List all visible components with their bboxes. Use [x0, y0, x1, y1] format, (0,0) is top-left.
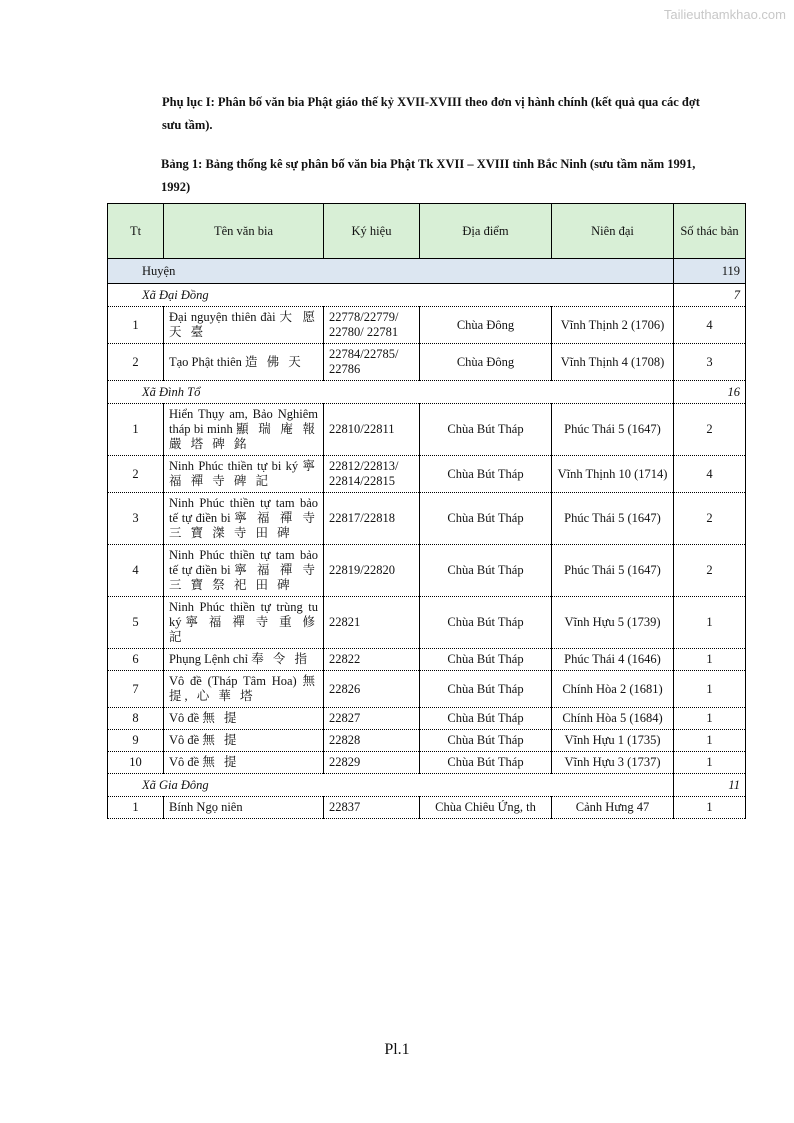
- stele-table: [107, 203, 746, 819]
- col-header-nien-dai: Niên đại: [552, 204, 674, 259]
- cell-dia-diem: Chùa Bút Tháp: [420, 545, 552, 597]
- cell-nien-dai: Chính Hòa 2 (1681): [552, 671, 674, 708]
- cell-ten-van-bia: [164, 493, 324, 545]
- stele-han-name: 造 佛 天: [245, 354, 304, 369]
- cell-dia-diem: Chùa Bút Tháp: [420, 456, 552, 493]
- stele-name: Bính Ngọ niên: [169, 800, 243, 814]
- cell-nien-dai: Vĩnh Thịnh 4 (1708): [552, 344, 674, 381]
- table-body: [108, 259, 746, 819]
- commune-row: [108, 381, 746, 404]
- cell-tt: 3: [108, 493, 164, 545]
- table-row: [108, 404, 746, 456]
- commune-name: Xã Đại Đồng: [108, 284, 674, 307]
- cell-ten-van-bia: [164, 649, 324, 671]
- cell-ky-hieu: 22837: [324, 797, 420, 819]
- cell-so-thac-ban: 1: [674, 797, 746, 819]
- cell-tt: 10: [108, 752, 164, 774]
- cell-ky-hieu: 22827: [324, 708, 420, 730]
- page-number: Pl.1: [384, 1041, 410, 1058]
- cell-dia-diem: Chùa Bút Tháp: [420, 493, 552, 545]
- cell-so-thac-ban: 1: [674, 649, 746, 671]
- cell-ten-van-bia: [164, 597, 324, 649]
- table-row: [108, 730, 746, 752]
- cell-dia-diem: Chùa Đông: [420, 307, 552, 344]
- col-header-so-thac-ban: Số thác bản: [674, 204, 746, 259]
- commune-total: 16: [674, 381, 746, 404]
- commune-row: [108, 774, 746, 797]
- cell-ten-van-bia: [164, 708, 324, 730]
- stele-name: Vô đề: [169, 711, 200, 725]
- cell-tt: 2: [108, 344, 164, 381]
- cell-ky-hieu: 22828: [324, 730, 420, 752]
- cell-so-thac-ban: 1: [674, 730, 746, 752]
- stele-han-name: 奉 令 指: [251, 652, 311, 666]
- cell-ky-hieu: 22817/22818: [324, 493, 420, 545]
- cell-ky-hieu: 22826: [324, 671, 420, 708]
- stele-name: Ninh Phúc thiền tự tam bảo tế tự điền bi: [169, 496, 318, 525]
- watermark: Tailieuthamkhao.com: [663, 7, 786, 22]
- cell-ky-hieu: 22784/22785/ 22786: [324, 344, 420, 381]
- cell-tt: 6: [108, 649, 164, 671]
- stele-name: Hiển Thụy am, Bảo Nghiêm tháp bi minh: [169, 407, 318, 436]
- cell-tt: 1: [108, 797, 164, 819]
- cell-ky-hieu: 22778/22779/ 22780/ 22781: [324, 307, 420, 344]
- huyen-label: Huyện: [108, 259, 674, 284]
- cell-nien-dai: Phúc Thái 5 (1647): [552, 493, 674, 545]
- table-row: [108, 493, 746, 545]
- stele-han-name: 寧 福 禪 寺 碑 記: [169, 459, 319, 488]
- table-row: [108, 797, 746, 819]
- cell-dia-diem: Chùa Bút Tháp: [420, 730, 552, 752]
- cell-so-thac-ban: 1: [674, 752, 746, 774]
- col-header-ten: Tên văn bia: [164, 204, 324, 259]
- cell-tt: 8: [108, 708, 164, 730]
- cell-ten-van-bia: [164, 456, 324, 493]
- cell-dia-diem: Chùa Bút Tháp: [420, 649, 552, 671]
- cell-nien-dai: Vĩnh Thịnh 10 (1714): [552, 456, 674, 493]
- cell-tt: 1: [108, 404, 164, 456]
- commune-name: Xã Đình Tổ: [108, 381, 674, 404]
- stele-han-name: 寧 福 禪 寺 三 寶 祭 祀 田 碑: [169, 563, 318, 592]
- cell-so-thac-ban: 1: [674, 597, 746, 649]
- cell-tt: 9: [108, 730, 164, 752]
- cell-nien-dai: Cảnh Hưng 47: [552, 797, 674, 819]
- stele-name: Ninh Phúc thiền tự bi ký: [169, 459, 299, 473]
- cell-dia-diem: Chùa Bút Tháp: [420, 752, 552, 774]
- col-header-dia-diem: Địa điểm: [420, 204, 552, 259]
- table-row: [108, 671, 746, 708]
- huyen-total: 119: [674, 259, 746, 284]
- col-header-ky-hieu: Ký hiệu: [324, 204, 420, 259]
- cell-ky-hieu: 22810/22811: [324, 404, 420, 456]
- stele-name: Vô đề: [169, 755, 200, 769]
- cell-so-thac-ban: 3: [674, 344, 746, 381]
- cell-tt: 1: [108, 307, 164, 344]
- cell-ky-hieu: 22819/22820: [324, 545, 420, 597]
- cell-tt: 2: [108, 456, 164, 493]
- table-row: [108, 752, 746, 774]
- table-row: [108, 545, 746, 597]
- cell-so-thac-ban: 4: [674, 456, 746, 493]
- table-header-row: [108, 204, 746, 259]
- commune-total: 7: [674, 284, 746, 307]
- stele-name: Ninh Phúc thiền tự trùng tu ký: [169, 600, 318, 629]
- cell-dia-diem: Chùa Bút Tháp: [420, 404, 552, 456]
- table-row: [108, 708, 746, 730]
- cell-ky-hieu: 22822: [324, 649, 420, 671]
- cell-so-thac-ban: 2: [674, 545, 746, 597]
- stele-name: Đại nguyện thiên đài: [169, 310, 276, 324]
- cell-ten-van-bia: [164, 545, 324, 597]
- cell-ky-hieu: 22821: [324, 597, 420, 649]
- cell-ky-hieu: 22829: [324, 752, 420, 774]
- cell-tt: 7: [108, 671, 164, 708]
- cell-dia-diem: Chùa Chiêu Ứng, th: [420, 797, 552, 819]
- stele-han-name: 寧 福 禪 寺 重 修 記: [169, 615, 318, 644]
- huyen-row: [108, 259, 746, 284]
- cell-nien-dai: Chính Hòa 5 (1684): [552, 708, 674, 730]
- cell-nien-dai: Phúc Thái 4 (1646): [552, 649, 674, 671]
- cell-nien-dai: Phúc Thái 5 (1647): [552, 545, 674, 597]
- cell-ten-van-bia: [164, 671, 324, 708]
- stele-han-name: 寧 福 禪 寺 三 寶 滐 寺 田 碑: [169, 511, 318, 540]
- table-row: [108, 307, 746, 344]
- cell-dia-diem: Chùa Bút Tháp: [420, 671, 552, 708]
- stele-han-name: 無 提, 心 華 塔: [169, 674, 318, 703]
- cell-nien-dai: Vĩnh Hựu 3 (1737): [552, 752, 674, 774]
- commune-total: 11: [674, 774, 746, 797]
- cell-nien-dai: Vĩnh Hựu 1 (1735): [552, 730, 674, 752]
- cell-dia-diem: Chùa Đông: [420, 344, 552, 381]
- cell-ten-van-bia: [164, 797, 324, 819]
- cell-so-thac-ban: 4: [674, 307, 746, 344]
- cell-ten-van-bia: [164, 730, 324, 752]
- cell-ten-van-bia: [164, 344, 324, 381]
- stele-name: Tạo Phật thiên: [169, 354, 242, 369]
- cell-ten-van-bia: [164, 404, 324, 456]
- appendix-title: Phụ lục I: Phân bố văn bia Phật giáo thế kỷ XVII-XVIII theo đơn vị hành chính (kết quả qua các đợt sưu tầm).: [162, 95, 700, 132]
- cell-ten-van-bia: [164, 752, 324, 774]
- cell-so-thac-ban: 1: [674, 671, 746, 708]
- cell-nien-dai: Vĩnh Thịnh 2 (1706): [552, 307, 674, 344]
- table-row: [108, 597, 746, 649]
- stele-name: Vô đề (Tháp Tâm Hoa): [169, 674, 297, 688]
- stele-name: Vô đề: [169, 733, 200, 747]
- stele-name: Ninh Phúc thiền tự tam bảo tế tự điền bi: [169, 548, 318, 577]
- commune-name: Xã Gia Đông: [108, 774, 674, 797]
- table-row: [108, 649, 746, 671]
- cell-ky-hieu: 22812/22813/ 22814/22815: [324, 456, 420, 493]
- commune-row: [108, 284, 746, 307]
- cell-nien-dai: Phúc Thái 5 (1647): [552, 404, 674, 456]
- stele-han-name: 顯 瑞 庵 報 嚴 塔 碑 銘: [169, 422, 318, 451]
- table-title: Bảng 1: Bảng thống kê sự phân bố văn bia Phật Tk XVII – XVIII tỉnh Bắc Ninh (sưu tầm năm 1991, 1992): [161, 157, 696, 194]
- stele-han-name: 無 提: [202, 755, 240, 769]
- table-row: [108, 456, 746, 493]
- stele-han-name: 大 愿 天 臺: [169, 310, 318, 339]
- stele-han-name: 無 提: [202, 733, 240, 747]
- cell-tt: 5: [108, 597, 164, 649]
- cell-so-thac-ban: 2: [674, 493, 746, 545]
- col-header-tt: Tt: [108, 204, 164, 259]
- cell-dia-diem: Chùa Bút Tháp: [420, 597, 552, 649]
- cell-so-thac-ban: 1: [674, 708, 746, 730]
- cell-nien-dai: Vĩnh Hựu 5 (1739): [552, 597, 674, 649]
- stele-name: Phụng Lệnh chỉ: [169, 652, 249, 666]
- cell-so-thac-ban: 2: [674, 404, 746, 456]
- stele-han-name: 無 提: [202, 711, 240, 725]
- cell-ten-van-bia: [164, 307, 324, 344]
- table-row: [108, 344, 746, 381]
- cell-dia-diem: Chùa Bút Tháp: [420, 708, 552, 730]
- cell-tt: 4: [108, 545, 164, 597]
